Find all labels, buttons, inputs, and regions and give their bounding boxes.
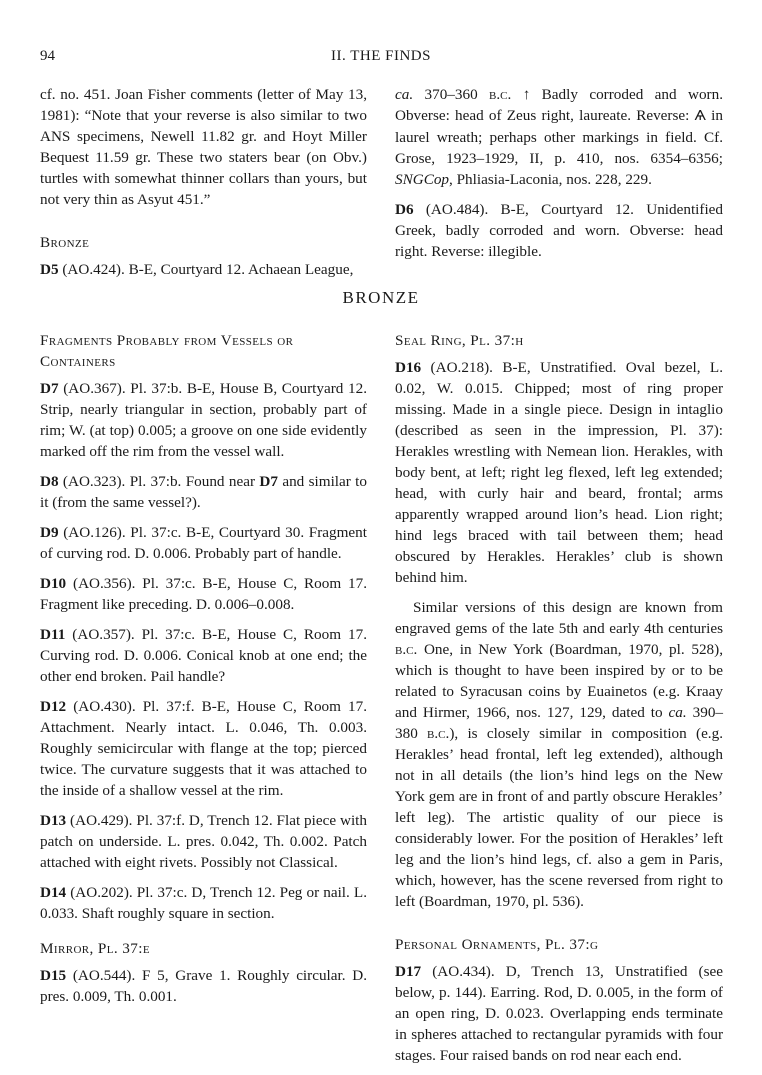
entry-text: (AO.126). Pl. 37:c. B-E, Courtyard 30. Fragment of curving rod. D. 0.006. Probably part of handle. <box>40 524 367 562</box>
paragraph-text: 390–380 <box>395 704 723 742</box>
entry-text: (AO.430). Pl. 37:f. B-E, House C, Room 17. Attachment. Nearly intact. L. 0.046, Th. 0.003. Roughly semicircular with flange at the top; pierced twice. The curvature suggests that it was attached to the inside of a shallow vessel at the rim. <box>40 698 367 799</box>
entry-id: D14 <box>40 884 67 901</box>
entry-id: D8 <box>40 473 59 490</box>
paragraph-text: ), is closely similar in composition (e.g. Herakles’ head frontal, left leg extended), although not in all details (the lion’s hind legs on the New York gem are in front of and partly obscure Herakles’ left leg). The artistic quality of our piece is considerably lower. For the position of Herakles’ left leg and the lion’s hind legs, cf. also a gem in Paris, which, however, has the scene reversed from right to left (Boardman, 1970, pl. 536). <box>395 725 723 910</box>
entry-text: and similar to it (from the same vessel?). <box>40 473 367 511</box>
bc-abbrev: b.c. <box>427 725 450 742</box>
entry-text: 370–360 <box>413 86 490 103</box>
entry-text: (AO.434). D, Trench 13, Unstratified (see below, p. 144). Earring. Rod, D. 0.005, in the form of an open ring, D. 0.023. Overlapping ends terminate in spheres attached to rectangular pyramids with four stages. Four raised bands on rod near each end. <box>395 963 723 1064</box>
entry-d6 <box>395 199 723 262</box>
entry-d8 <box>40 471 367 513</box>
entry-d17 <box>395 961 723 1066</box>
paragraph-text: Similar versions of this design are known from engraved gems of the late 5th and early 4th centuries <box>395 599 723 637</box>
entry-id: D11 <box>40 626 66 643</box>
entry-d13 <box>40 810 367 873</box>
top-left-column <box>40 84 367 280</box>
personal-ornaments-subhead: Personal Ornaments, Pl. 37:g <box>395 936 599 953</box>
paragraph-text: One, in New York (Boardman, 1970, pl. 528), which is thought to have been inspired by or to be related to Syracusan coins by Euainetos (e.g. Kraay and Hirmer, 1966, nos. 127, 129, dated to <box>395 641 723 721</box>
entry-d9 <box>40 522 367 564</box>
monogram-glyph: Ѧ <box>694 109 706 124</box>
entry-d10 <box>40 573 367 615</box>
bronze-subhead: Bronze <box>40 234 90 251</box>
entry-text: , Phliasia-Laconia, nos. 228, 229. <box>449 171 652 188</box>
top-right-column <box>395 84 723 271</box>
entry-text: (AO.356). Pl. 37:c. B-E, House C, Room 17. Fragment like preceding. D. 0.006–0.008. <box>40 575 367 613</box>
entry-text: (AO.544). F 5, Grave 1. Roughly circular. D. pres. 0.009, Th. 0.001. <box>40 967 367 1005</box>
entry-text: (AO.357). Pl. 37:c. B-E, House C, Room 17. Curving rod. D. 0.006. Conical knob at one end; the other end broken. Pail handle? <box>40 626 367 685</box>
entry-id: D16 <box>395 359 422 376</box>
entry-d5 <box>40 259 367 280</box>
right-column <box>395 330 723 1075</box>
entry-id: D9 <box>40 524 59 541</box>
running-head: II. THE FINDS <box>331 48 431 64</box>
entry-text: (AO.218). B-E, Unstratified. Oval bezel, L. 0.02, W. 0.015. Chipped; most of ring proper missing. Made in a single piece. Design in intaglio (described as seen in the impression, Pl. 37): Herakles wrestling with Nemean lion. Herakles, with body bent, at left; right leg flexed, left leg extended; head, with curly hair and beard, frontal; arms apparently wrapped around lion’s head. Lion right; hind legs braced with tail between them; head obscured by Herakles. Herakles’ club is shown behind him. <box>395 359 723 586</box>
section-heading-bronze: BRONZE <box>342 288 420 307</box>
die-axis-arrow-icon: ↑ <box>511 86 542 103</box>
entry-text: (AO.323). Pl. 37:b. Found near <box>58 473 260 490</box>
entry-text: (AO.429). Pl. 37:f. D, Trench 12. Flat piece with patch on underside. L. pres. 0.042, Th. 0.002. Patch attached with eight rivets. Possibly not Classical. <box>40 812 367 871</box>
entry-id: D15 <box>40 967 67 984</box>
ca-abbrev: ca. <box>668 704 687 721</box>
sngcop-ref: SNGCop <box>395 171 450 188</box>
entry-id: D7 <box>40 380 59 397</box>
seal-ring-subhead: Seal Ring, Pl. 37:h <box>395 332 524 349</box>
entry-text: (AO.484). B-E, Courtyard 12. Unidentified Greek, badly corroded and worn. Obverse: head right. Reverse: illegible. <box>395 201 723 260</box>
left-column <box>40 330 367 1016</box>
page-header <box>40 48 722 68</box>
entry-d11 <box>40 624 367 687</box>
entry-d15 <box>40 965 367 1007</box>
entry-text: (AO.367). Pl. 37:b. B-E, House B, Courtyard 12. Strip, nearly triangular in section, probably part of rim; W. (at top) 0.005; a groove on one side evidently marked off the rim from the vessel wall. <box>40 380 367 460</box>
entry-text: (AO.202). Pl. 37:c. D, Trench 12. Peg or nail. L. 0.033. Shaft roughly square in section. <box>40 884 367 922</box>
entry-id: D13 <box>40 812 67 829</box>
entry-reference: D7 <box>259 473 278 490</box>
bc-abbrev: b.c. <box>395 641 418 658</box>
entry-d5-continued <box>395 84 723 190</box>
comparison-paragraph <box>395 597 723 912</box>
page-number: 94 <box>40 48 55 64</box>
entry-id: D10 <box>40 575 67 592</box>
entry-id: D5 <box>40 261 59 278</box>
entry-text: (AO.424). B-E, Courtyard 12. Achaean League, <box>58 261 354 278</box>
entry-d16 <box>395 357 723 588</box>
entry-id: D17 <box>395 963 422 980</box>
entry-d14 <box>40 882 367 924</box>
bc-abbrev: b.c. <box>489 86 512 103</box>
entry-text: Badly corroded and worn. Obverse: head of Zeus right, laureate. Reverse: <box>395 86 723 124</box>
entry-d7 <box>40 378 367 462</box>
continuation-paragraph: cf. no. 451. Joan Fisher comments (letter of May 13, 1981): “Note that your reverse is also similar to two ANS specimens, Newell 11.82 gr. and Hoyt Miller Bequest 11.59 gr. These two staters bear (on Obv.) turtles with somewhat thinner collars than yours, but not very thin as Asyut 451.” <box>40 86 367 208</box>
entry-text: in laurel wreath; perhaps other markings in field. Cf. Grose, 1923–1929, II, p. 410, nos. 6354–6356; <box>395 107 723 167</box>
entry-d12 <box>40 696 367 801</box>
fragments-subhead: Fragments Probably from Vessels or Containers <box>40 332 294 370</box>
ca-abbrev: ca. <box>395 86 414 103</box>
entry-id: D6 <box>395 201 414 218</box>
entry-id: D12 <box>40 698 67 715</box>
mirror-subhead: Mirror, Pl. 37:e <box>40 940 151 957</box>
